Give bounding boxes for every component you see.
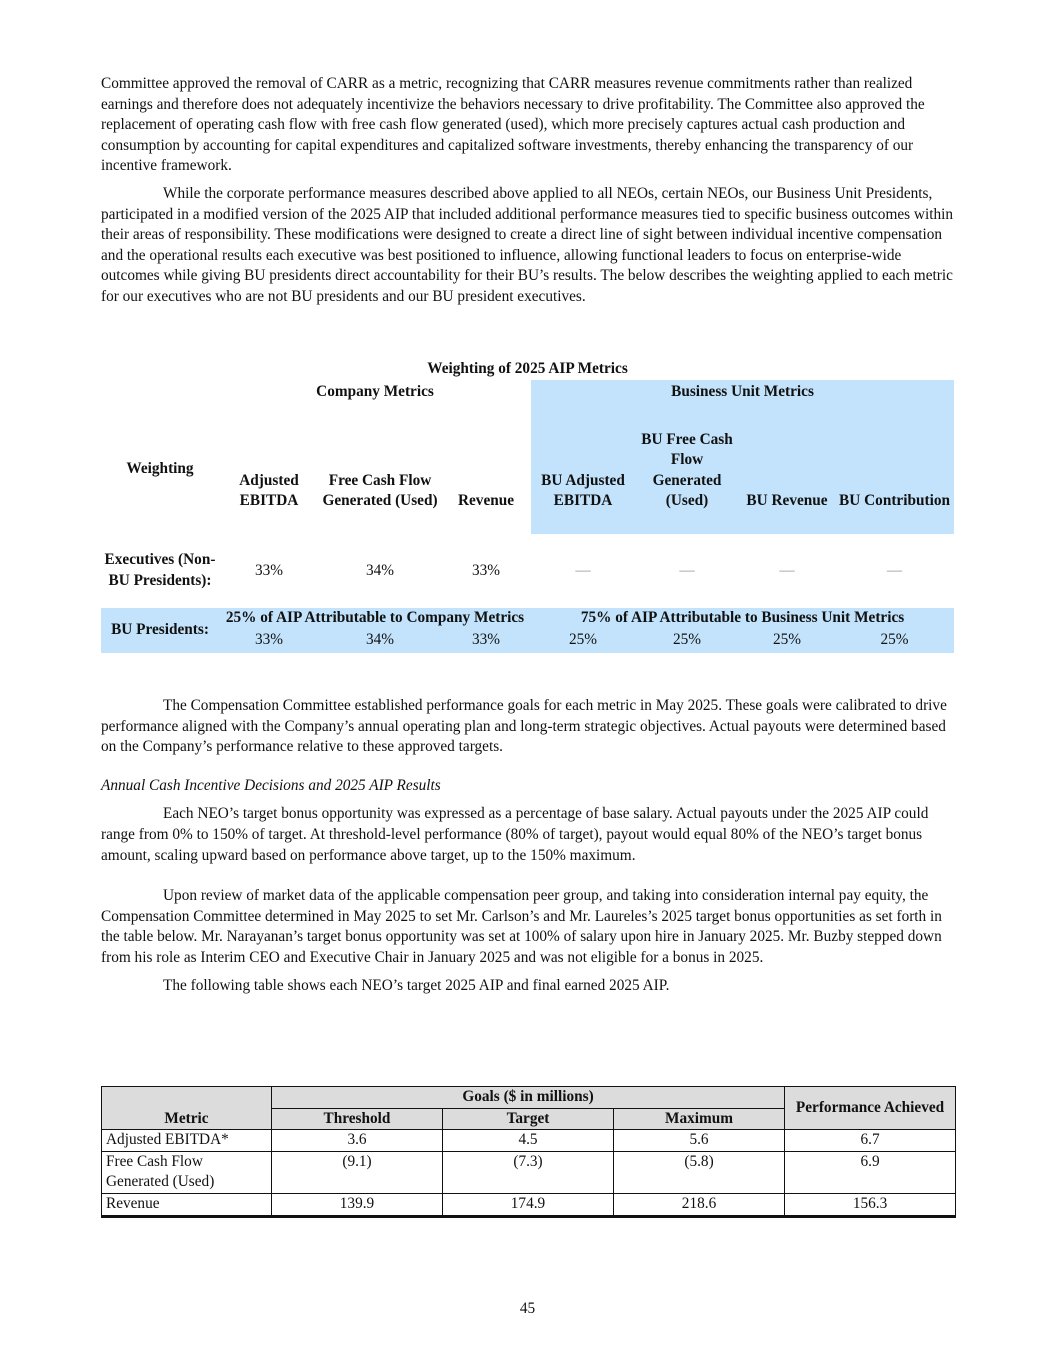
col-header-threshold: Threshold bbox=[272, 1108, 443, 1130]
body-text-top bbox=[101, 74, 955, 308]
paragraph-bu-presidents: While the corporate performance measures described above applied to all NEOs, certain NEOs, our Business Unit Presidents, participated in a modified version of the 2025 AIP that included additional performance measures tied to specific business outcomes within their areas of responsibility. These modifications were designed to create a direct line of sight between individual incentive compensation and the operational results each executive was best positioned to influence, allowing functional leaders to focus on enterprise-wide outcomes while giving BU presidents direct accountability for their BU’s results. The below describes the weighting applied to each metric for our executives who are not BU presidents and our BU president executives. bbox=[101, 184, 954, 305]
col-header-bu-free-cash-flow: BU Free Cash Flow Generated (Used) bbox=[635, 404, 739, 534]
table-row bbox=[102, 1193, 956, 1216]
goals-group-header: Goals ($ in millions) bbox=[272, 1087, 785, 1109]
col-header-metric: Metric bbox=[102, 1087, 272, 1130]
col-header-target: Target bbox=[443, 1108, 614, 1130]
row-label-bu-presidents: BU Presidents: bbox=[111, 621, 209, 638]
col-header-bu-contribution: BU Contribution bbox=[835, 404, 954, 534]
paragraph-goals-established: The Compensation Committee established performance goals for each metric in May 2025. These goals were calibrated to drive performance aligned with the Company’s annual operating plan and long-term strategic objectives. Actual payouts were determined based on the Company’s performance relative to these approved targets. bbox=[101, 697, 947, 756]
table-row bbox=[102, 1130, 956, 1152]
target-value: 174.9 bbox=[443, 1193, 614, 1216]
page-number: 45 bbox=[519, 1300, 536, 1317]
cell-value: — bbox=[575, 561, 591, 579]
achieved-value: 6.7 bbox=[785, 1130, 956, 1152]
weighting-table-container bbox=[101, 358, 954, 653]
col-header-adjusted-ebitda: Adjusted EBITDA bbox=[239, 471, 299, 510]
cell-value: — bbox=[886, 561, 903, 579]
goals-table-container bbox=[101, 1086, 955, 1218]
threshold-value: 3.6 bbox=[272, 1130, 443, 1152]
cell-value: 33% bbox=[254, 561, 284, 579]
col-header-weighting: Weighting bbox=[126, 459, 194, 477]
threshold-value: 139.9 bbox=[272, 1193, 443, 1216]
cell-value: 34% bbox=[365, 561, 395, 579]
target-value: 4.5 bbox=[443, 1130, 614, 1152]
body-text-bottom bbox=[101, 696, 955, 996]
maximum-value: 218.6 bbox=[614, 1193, 785, 1216]
company-metrics-group-header: Company Metrics bbox=[316, 382, 434, 400]
table-row-executives bbox=[101, 534, 954, 608]
company-metrics-allocation-note: 25% of AIP Attributable to Company Metrics bbox=[225, 609, 525, 626]
metric-label: Free Cash Flow Generated (Used) bbox=[102, 1151, 272, 1193]
achieved-value: 6.9 bbox=[785, 1151, 956, 1193]
col-header-performance-achieved: Performance Achieved bbox=[785, 1087, 956, 1130]
maximum-value: 5.6 bbox=[614, 1130, 785, 1152]
paragraph-following-table: The following table shows each NEO’s target 2025 AIP and final earned 2025 AIP. bbox=[163, 976, 670, 994]
cell-value: — bbox=[779, 561, 795, 579]
metric-label: Revenue bbox=[102, 1193, 272, 1216]
cell-value: 25% bbox=[880, 631, 909, 649]
cell-value: 25% bbox=[568, 631, 598, 649]
table-row-bu-presidents-values bbox=[101, 629, 954, 653]
achieved-value: 156.3 bbox=[785, 1193, 956, 1216]
table-row bbox=[102, 1151, 956, 1193]
col-header-maximum: Maximum bbox=[614, 1108, 785, 1130]
target-value: (7.3) bbox=[443, 1151, 614, 1193]
cell-value: 33% bbox=[471, 561, 501, 579]
cell-value: 33% bbox=[471, 631, 501, 649]
paragraph-market-review: Upon review of market data of the applicable compensation peer group, and taking into consideration internal pay equity, the Compensation Committee determined in May 2025 to set Mr. Carlson’s and Mr. Laureles’s 2025 target bonus opportunities as set forth in the table below. Mr. Narayanan’s target bonus opportunity was set at 100% of salary upon hire in January 2025. Mr. Buzby stepped down from his role as Interim CEO and Executive Chair in January 2025 and was not eligible for a bonus in 2025. bbox=[101, 887, 942, 966]
cell-value: 25% bbox=[672, 631, 702, 649]
goals-table bbox=[101, 1086, 956, 1218]
cell-value: 25% bbox=[772, 631, 802, 649]
metric-label: Adjusted EBITDA* bbox=[102, 1130, 272, 1152]
row-label-executives: Executives (Non-BU Presidents): bbox=[104, 551, 216, 589]
col-header-revenue: Revenue bbox=[457, 492, 515, 510]
section-heading: Annual Cash Incentive Decisions and 2025 AIP Results bbox=[101, 776, 441, 794]
paragraph-target-bonus: Each NEO’s target bonus opportunity was expressed as a percentage of base salary. Actual payouts under the 2025 AIP could range from 0% to 150% of target. At threshold-level performance (80% of target), payout would equal 80% of the NEO’s target bonus amount, scaling upward based on performance above target, up to the 150% maximum. bbox=[101, 805, 929, 864]
bu-metrics-allocation-note: 75% of AIP Attributable to Business Unit Metrics bbox=[580, 609, 905, 626]
col-header-bu-adjusted-ebitda: BU Adjusted EBITDA bbox=[531, 404, 635, 534]
paragraph-carr-removal: Committee approved the removal of CARR as a metric, recognizing that CARR measures revenue commitments rather than realized earnings and therefore does not adequately incentivize the behaviors necessary to drive profitability. The Committee also approved the replacement of operating cash flow with free cash flow generated (used), which more precisely captures actual cash production and consumption by accounting for capital expenditures and capitalized software investments, thereby enhancing the transparency of our incentive framework. bbox=[101, 75, 925, 175]
weighting-table-title: Weighting of 2025 AIP Metrics bbox=[427, 359, 628, 377]
cell-value: — bbox=[679, 561, 695, 579]
maximum-value: (5.8) bbox=[614, 1151, 785, 1193]
table-row-bu-presidents bbox=[101, 608, 954, 629]
col-header-bu-revenue: BU Revenue bbox=[739, 404, 835, 534]
weighting-table bbox=[101, 358, 954, 653]
threshold-value: (9.1) bbox=[272, 1151, 443, 1193]
cell-value: 33% bbox=[254, 631, 284, 649]
col-header-free-cash-flow: Free Cash Flow Generated (Used) bbox=[322, 471, 438, 510]
cell-value: 34% bbox=[365, 631, 395, 649]
business-unit-metrics-group-header: Business Unit Metrics bbox=[531, 380, 954, 404]
